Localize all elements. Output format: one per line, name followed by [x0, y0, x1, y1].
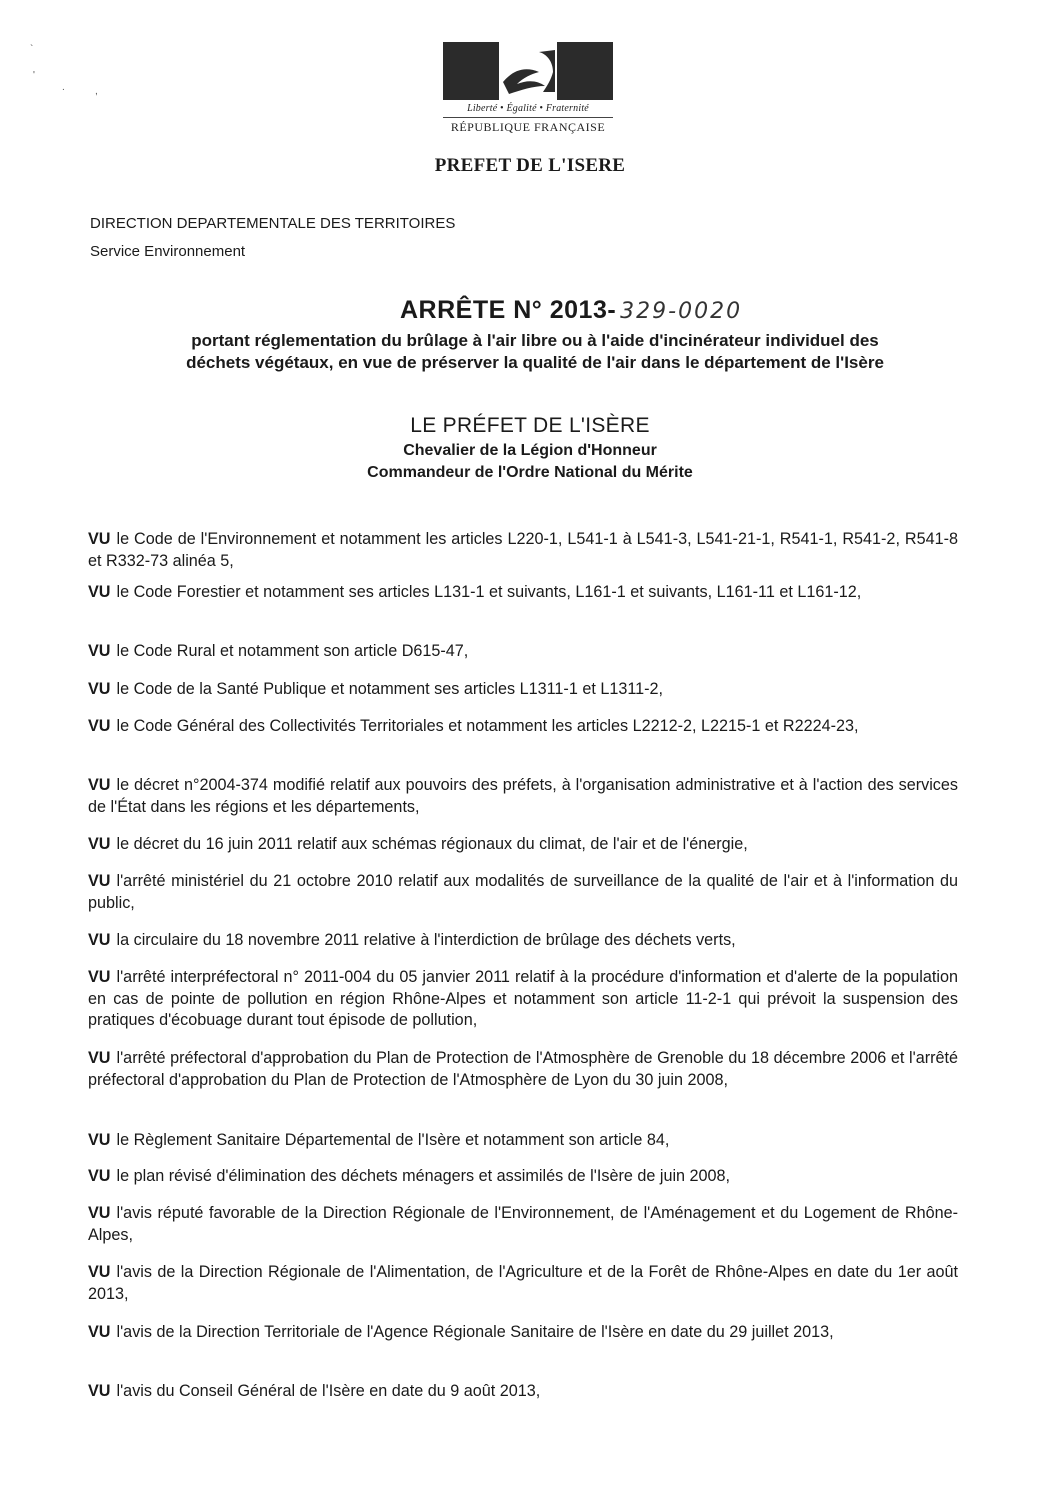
- vu-keyword: VU: [88, 1323, 111, 1341]
- arrete-subject: [80, 330, 990, 374]
- marianne-emblem-icon: [443, 42, 613, 100]
- republic-motto: Liberté • Égalité • Fraternité: [467, 103, 589, 114]
- vu-keyword: VU: [88, 968, 111, 986]
- republique-francaise: RÉPUBLIQUE FRANÇAISE: [450, 120, 606, 134]
- scan-mark: ': [33, 70, 35, 81]
- prefet-honor: Commandeur de l'Ordre National du Mérite: [367, 464, 693, 481]
- visa-paragraph: [88, 679, 958, 701]
- prefet-honor: Chevalier de la Légion d'Honneur: [403, 442, 657, 459]
- vu-keyword: VU: [88, 1167, 111, 1185]
- marianne-logo: [440, 42, 616, 135]
- visa-paragraph: [88, 1166, 958, 1188]
- visa-text: l'arrêté ministériel du 21 octobre 2010 relatif aux modalités de surveillance de la qualité de l'air et à l'information du public,: [88, 872, 958, 912]
- vu-keyword: VU: [88, 1049, 111, 1067]
- visa-text: le décret n°2004-374 modifié relatif aux pouvoirs des préfets, à l'organisation administrative et à l'action des services de l'État dans les régions et les départements,: [88, 776, 958, 816]
- vu-keyword: VU: [88, 931, 111, 949]
- prefecture-title: PREFET DE L'ISERE: [434, 155, 626, 176]
- visa-text: le décret du 16 juin 2011 relatif aux schémas régionaux du climat, de l'air et de l'énergie,: [116, 835, 748, 853]
- visa-text: l'arrêté interpréfectoral n° 2011-004 du 05 janvier 2011 relatif à la procédure d'information et d'alerte de la population en cas de pointe de pollution en région Rhône-Alpes et notamment son article 11-2-1 qui prévoit la suspension des pratiques d'écobuage durant tout épisode de pollution,: [88, 968, 958, 1029]
- vu-keyword: VU: [88, 642, 111, 660]
- visa-text: l'avis de la Direction Régionale de l'Alimentation, de l'Agriculture et de la Forêt de Rhône-Alpes en date du 1er août 2013,: [88, 1263, 958, 1303]
- subject-line: portant réglementation du brûlage à l'air libre ou à l'aide d'incinérateur individuel des: [191, 331, 879, 350]
- visa-text: le Code de la Santé Publique et notamment ses articles L1311-1 et L1311-2,: [116, 680, 664, 698]
- visa-text: le Code Rural et notamment son article D615-47,: [116, 642, 469, 660]
- vu-keyword: VU: [88, 1382, 111, 1400]
- visa-paragraph: [88, 1262, 958, 1305]
- vu-keyword: VU: [88, 1204, 111, 1222]
- visa-paragraph: [88, 716, 958, 738]
- visa-paragraph: [88, 1203, 958, 1246]
- direction-name: DIRECTION DEPARTEMENTALE DES TERRITOIRES: [90, 215, 456, 232]
- visa-paragraph: [88, 775, 958, 818]
- vu-keyword: VU: [88, 717, 111, 735]
- visa-paragraph: [88, 930, 958, 952]
- arrete-label: ARRÊTE N° 2013-: [400, 296, 617, 324]
- vu-keyword: VU: [88, 776, 111, 794]
- visa-paragraph: [88, 1130, 958, 1152]
- visa-text: le plan révisé d'élimination des déchets ménagers et assimilés de l'Isère de juin 2008,: [116, 1167, 731, 1185]
- arrete-number-handwritten: 329-0020: [620, 299, 743, 324]
- visa-text: l'avis du Conseil Général de l'Isère en date du 9 août 2013,: [116, 1382, 541, 1400]
- visa-text: le Code Général des Collectivités Territoriales et notamment les articles L2212-2, L2215-1 et R2224-23,: [116, 717, 859, 735]
- issuing-service: [90, 210, 455, 266]
- scan-mark: .: [62, 82, 65, 93]
- visa-paragraph: [88, 582, 958, 604]
- visa-paragraph: [88, 1048, 958, 1091]
- visa-paragraph: [88, 1381, 958, 1403]
- vu-keyword: VU: [88, 530, 111, 548]
- arrete-heading: [400, 296, 742, 325]
- visa-paragraph: [88, 871, 958, 914]
- visa-paragraph: [88, 967, 958, 1032]
- vu-keyword: VU: [88, 872, 111, 890]
- vu-keyword: VU: [88, 835, 111, 853]
- visa-text: l'avis de la Direction Territoriale de l'Agence Régionale Sanitaire de l'Isère en date du 29 juillet 2013,: [116, 1323, 834, 1341]
- vu-keyword: VU: [88, 583, 111, 601]
- visa-text: l'arrêté préfectoral d'approbation du Plan de Protection de l'Atmosphère de Grenoble du 18 décembre 2006 et l'arrêté préfectoral d'approbation du Plan de Protection de l'Atmosphère de Lyon du 30 juin 2008,: [88, 1049, 958, 1089]
- vu-keyword: VU: [88, 1263, 111, 1281]
- visa-paragraph: [88, 529, 958, 572]
- visa-paragraph: [88, 641, 958, 663]
- visa-text: l'avis réputé favorable de la Direction Régionale de l'Environnement, de l'Aménagement et du Logement de Rhône-Alpes,: [88, 1204, 958, 1244]
- visa-paragraph: [88, 1322, 958, 1344]
- visa-text: le Code de l'Environnement et notamment les articles L220-1, L541-1 à L541-3, L541-21-1, R541-1, R541-2, R541-8 et R332-73 alinéa 5,: [88, 530, 958, 570]
- visa-text: le Code Forestier et notamment ses articles L131-1 et suivants, L161-1 et suivants, L161-11 et L161-12,: [116, 583, 862, 601]
- scan-mark: ,: [95, 86, 98, 97]
- subject-line: déchets végétaux, en vue de préserver la qualité de l'air dans le département de l'Isère: [186, 353, 884, 372]
- visa-paragraph: [88, 834, 958, 856]
- visa-text: le Règlement Sanitaire Départemental de l'Isère et notamment son article 84,: [116, 1131, 670, 1149]
- vu-keyword: VU: [88, 1131, 111, 1149]
- visa-text: la circulaire du 18 novembre 2011 relative à l'interdiction de brûlage des déchets verts,: [116, 931, 736, 949]
- scan-mark: `: [30, 44, 34, 55]
- vu-keyword: VU: [88, 680, 111, 698]
- prefet-name: LE PRÉFET DE L'ISÈRE: [410, 414, 650, 437]
- prefet-block: [0, 412, 1060, 484]
- service-name: Service Environnement: [90, 243, 246, 260]
